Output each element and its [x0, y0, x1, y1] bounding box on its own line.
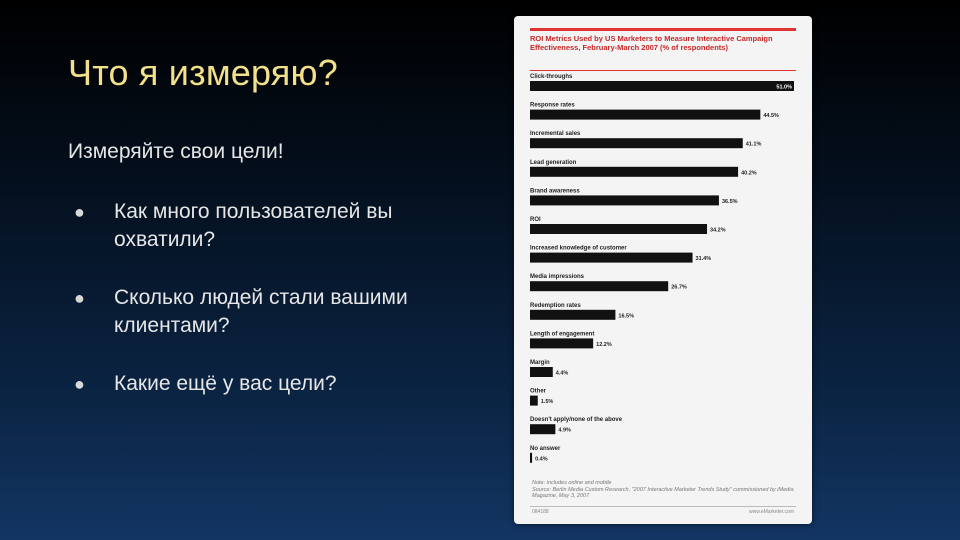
- value-label: 0.4%: [535, 456, 548, 463]
- bar: [530, 110, 760, 120]
- bar: [530, 253, 693, 263]
- chart-card: [514, 16, 812, 524]
- bullet-item: [74, 198, 474, 254]
- bullet-dot-icon: ●: [74, 288, 85, 308]
- chart-footer-id: 084188: [532, 509, 549, 515]
- bullet-dot-icon: ●: [74, 202, 85, 222]
- bar: [530, 338, 593, 348]
- chart-title-divider: [530, 70, 796, 71]
- chart-footer-rule: [530, 506, 796, 507]
- bar: [530, 367, 553, 377]
- category-label: Lead generation: [530, 159, 577, 166]
- value-label: 26.7%: [671, 284, 687, 291]
- bar: [530, 167, 738, 177]
- bar-chart: [530, 72, 796, 477]
- category-label: Media impressions: [530, 274, 585, 281]
- value-label: 12.2%: [596, 341, 612, 348]
- bullet-list: [74, 198, 474, 428]
- chart-title-rule: [530, 28, 796, 31]
- bar: [530, 81, 794, 91]
- bar: [530, 453, 532, 463]
- category-label: ROI: [530, 217, 541, 223]
- bullet-text: Сколько людей стали вашими клиентами?: [114, 286, 408, 337]
- category-label: No answer: [530, 445, 561, 452]
- chart-note-text: Note: includes online and mobile: [532, 480, 612, 486]
- bar: [530, 224, 707, 234]
- category-label: Doesn't apply/none of the above: [530, 417, 623, 424]
- bar: [530, 138, 743, 148]
- category-label: Length of engagement: [530, 331, 595, 338]
- value-label: 41.1%: [745, 141, 762, 148]
- value-label: 44.5%: [763, 113, 779, 120]
- bar: [530, 310, 615, 320]
- slide-title: Что я измеряю?: [68, 52, 338, 93]
- value-label: 34.2%: [710, 227, 726, 234]
- chart-title: ROI Metrics Used by US Marketers to Measure Interactive Campaign Effectiveness, February-March 2007 (% of respondents): [530, 34, 773, 52]
- bullet-dot-icon: ●: [74, 374, 85, 394]
- category-label: Redemption rates: [530, 302, 581, 309]
- category-label: Other: [530, 388, 547, 395]
- value-label: 4.4%: [555, 370, 569, 377]
- category-label: Increased knowledge of customer: [530, 245, 627, 252]
- value-label: 51.0%: [776, 84, 792, 91]
- chart-source-text: Source: Berlin Media Custom Research, "2007 Interactive Marketer Trends Study" commissioned by iMedia Magazine, May 3, 2007: [532, 486, 794, 499]
- bar: [530, 195, 719, 205]
- value-label: 36.5%: [721, 198, 738, 205]
- bullet-text: Как много пользователей вы охватили?: [114, 200, 393, 251]
- category-label: Margin: [530, 360, 550, 366]
- bar: [530, 281, 668, 291]
- value-label: 4.9%: [558, 427, 571, 434]
- category-label: Click-throughs: [530, 74, 573, 80]
- bullet-item: [74, 370, 474, 398]
- category-label: Response rates: [530, 102, 575, 109]
- chart-footer-site: www.eMarketer.com: [748, 509, 794, 515]
- value-label: 16.5%: [618, 313, 635, 320]
- bar: [530, 424, 555, 434]
- bar: [530, 396, 538, 406]
- chart-note: [532, 480, 794, 500]
- category-label: Incremental sales: [530, 131, 581, 138]
- value-label: 1.5%: [540, 399, 554, 406]
- bullet-text: Какие ещё у вас цели?: [114, 372, 337, 395]
- slide-subtitle: Измеряйте свои цели!: [68, 140, 284, 163]
- category-label: Brand awareness: [530, 188, 580, 195]
- value-label: 40.2%: [741, 170, 757, 177]
- bullet-item: [74, 284, 474, 340]
- value-label: 31.4%: [695, 256, 712, 263]
